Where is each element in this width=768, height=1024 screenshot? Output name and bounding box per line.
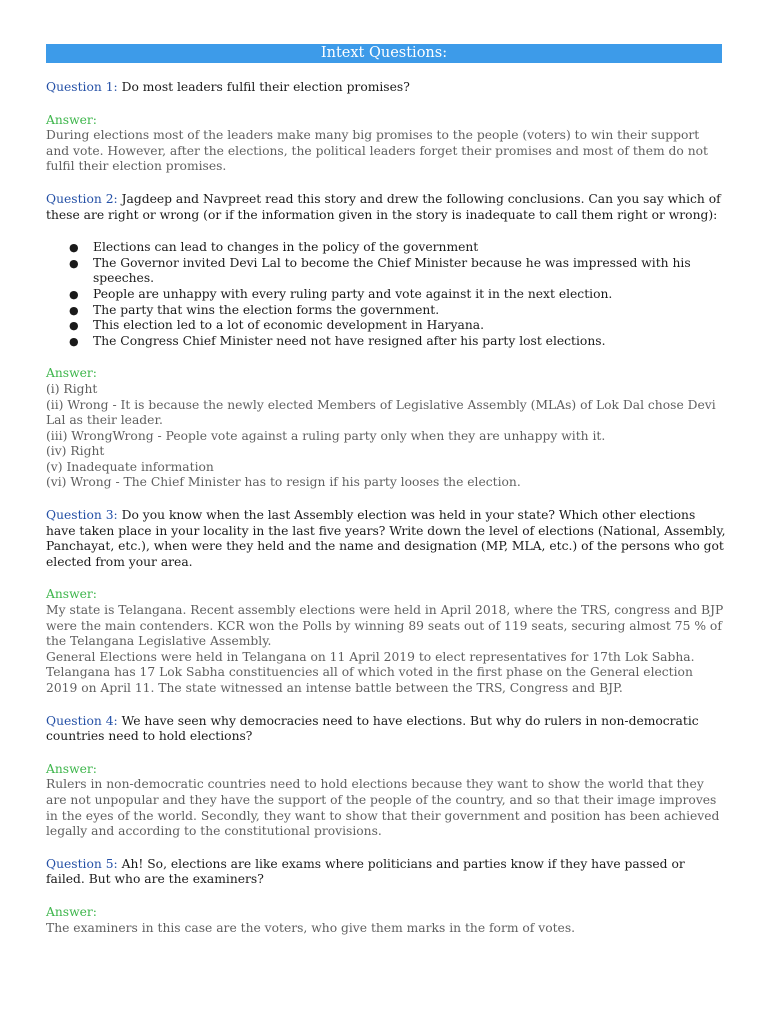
- bullet-icon: ●: [69, 256, 79, 270]
- question-2-label: Question 2:: [46, 191, 118, 206]
- answer-1-label: Answer:: [46, 112, 97, 127]
- list-item: [69, 240, 726, 256]
- answer-line: (iv) Right: [46, 444, 105, 459]
- question-5-text: Ah! So, elections are like exams where politicians and parties know if they have passed or failed. But who are the examiners?: [46, 856, 685, 887]
- answer-1-text: During elections most of the leaders make many big promises to the people (voters) to win their support and vote. However, after the elections, the political leaders forget their promises and most of them do not fulfil their election promises.: [46, 128, 708, 174]
- question-4: [46, 714, 726, 745]
- answer-5-text: The examiners in this case are the voters, who give them marks in the form of votes.: [46, 920, 576, 935]
- question-1-label: Question 1:: [46, 80, 118, 94]
- answer-line: (i) Right: [46, 381, 98, 396]
- section-banner: Intext Questions:: [46, 44, 722, 63]
- content: [46, 80, 726, 936]
- answer-3-paragraph-1: My state is Telangana. Recent assembly elections were held in April 2018, where the TRS, congress and BJP were the main contenders. KCR won the Polls by winning 89 seats out of 119 seats, securing almost 75 % of the Telangana Legislative Assembly.: [46, 603, 724, 649]
- conclusions-list: [46, 240, 726, 349]
- bullet-icon: ●: [69, 319, 79, 333]
- answer-4-label: Answer:: [46, 761, 97, 776]
- bullet-icon: ●: [69, 303, 79, 317]
- list-item: [69, 286, 726, 303]
- question-5: [46, 857, 726, 888]
- list-item: [69, 255, 726, 287]
- conclusion-text: The Governor invited Devi Lal to become the Chief Minister because he was impressed with his speeches.: [93, 255, 691, 286]
- question-5-label: Question 5:: [46, 856, 118, 871]
- list-item: [69, 318, 726, 334]
- question-3-text: Do you know when the last Assembly election was held in your state? Which other elections have taken place in your locality in the last five years? Write down the level of elections (National, Assembly, Panchayat, etc.), when were they held and the name and designation (MP, MLA, etc.) of the persons who got elected from your area.: [46, 508, 726, 569]
- bullet-icon: ●: [69, 241, 79, 255]
- question-2-text: Jagdeep and Navpreet read this story and drew the following conclusions. Can you say which of these are right or wrong (or if the information given in the story is inadequate to call them right or wrong):: [46, 191, 721, 222]
- question-3: [46, 508, 726, 570]
- conclusion-text: Elections can lead to changes in the policy of the government: [93, 240, 479, 255]
- answer-3-label: Answer:: [46, 587, 97, 602]
- answer-line: (v) Inadequate information: [46, 459, 214, 474]
- question-3-label: Question 3:: [46, 508, 118, 523]
- list-item: [69, 333, 726, 350]
- bullet-icon: ●: [69, 287, 79, 301]
- answer-2-label: Answer:: [46, 366, 97, 381]
- question-2: [46, 192, 726, 223]
- question-1-text: Do most leaders fulfil their election promises?: [121, 80, 410, 94]
- question-4-text: We have seen why democracies need to have elections. But why do rulers in non-democratic countries need to hold elections?: [46, 713, 699, 744]
- conclusion-text: People are unhappy with every ruling party and vote against it in the next election.: [93, 286, 613, 301]
- answer-2-text: [46, 382, 726, 491]
- answer-5-label: Answer:: [46, 904, 97, 919]
- question-1: [46, 80, 726, 96]
- conclusion-text: This election led to a lot of economic development in Haryana.: [93, 318, 484, 333]
- answer-line: (iii) WrongWrong - People vote against a ruling party only when they are unhappy with it.: [46, 428, 606, 443]
- answer-line: (ii) Wrong - It is because the newly elected Members of Legislative Assembly (MLAs) of Lok Dal chose Devi Lal as their leader.: [46, 397, 716, 428]
- bullet-icon: ●: [69, 334, 79, 348]
- question-4-label: Question 4:: [46, 713, 118, 728]
- list-item: [69, 302, 726, 319]
- answer-line: (vi) Wrong - The Chief Minister has to resign if his party looses the election.: [46, 475, 521, 490]
- answer-3-paragraph-2: General Elections were held in Telangana on 11 April 2019 to elect representatives for 17th Lok Sabha. Telangana has 17 Lok Sabha constituencies all of which voted in the first phase on the General election 2019 on April 11. The state witnessed an intense battle between the TRS, Congress and BJP.: [46, 649, 695, 695]
- answer-4-text: Rulers in non-democratic countries need to hold elections because they want to show the world that they are not unpopular and they have the support of the people of the country, and so that their image improves in the eyes of the world. Secondly, they want to show that their government and position has been achieved legally and according to the constitutional provisions.: [46, 777, 720, 839]
- conclusion-text: The party that wins the election forms the government.: [93, 302, 440, 317]
- conclusion-text: The Congress Chief Minister need not have resigned after his party lost elections.: [93, 333, 606, 348]
